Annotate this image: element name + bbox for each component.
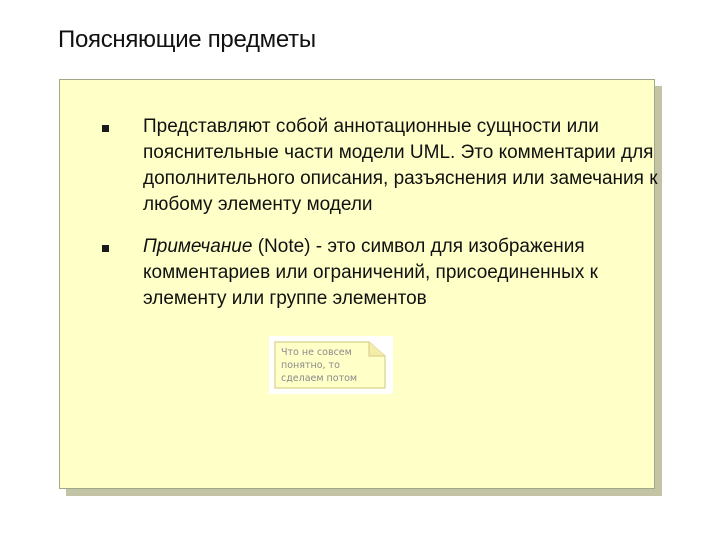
bullet-text: Представляют собой аннотационные сущности или пояснительные части модели UML. Это комментарии для дополнительного описания, разъяснения или замечания к любому элементу модели <box>143 116 658 215</box>
slide-title: Поясняющие предметы <box>58 26 316 53</box>
uml-note-example <box>269 336 393 394</box>
note-term: Примечание <box>143 236 253 257</box>
uml-note-text: Что не совсем понятно, то сделаем потом <box>281 347 358 384</box>
content-panel <box>59 79 658 489</box>
square-bullet-icon <box>102 245 109 252</box>
note-definition-text: (Note) - это символ для изображения комментариев или ограничений, присоединенных к элементу или группе элементов <box>143 236 598 309</box>
square-bullet-icon <box>102 125 109 132</box>
bullet-text <box>143 234 663 312</box>
